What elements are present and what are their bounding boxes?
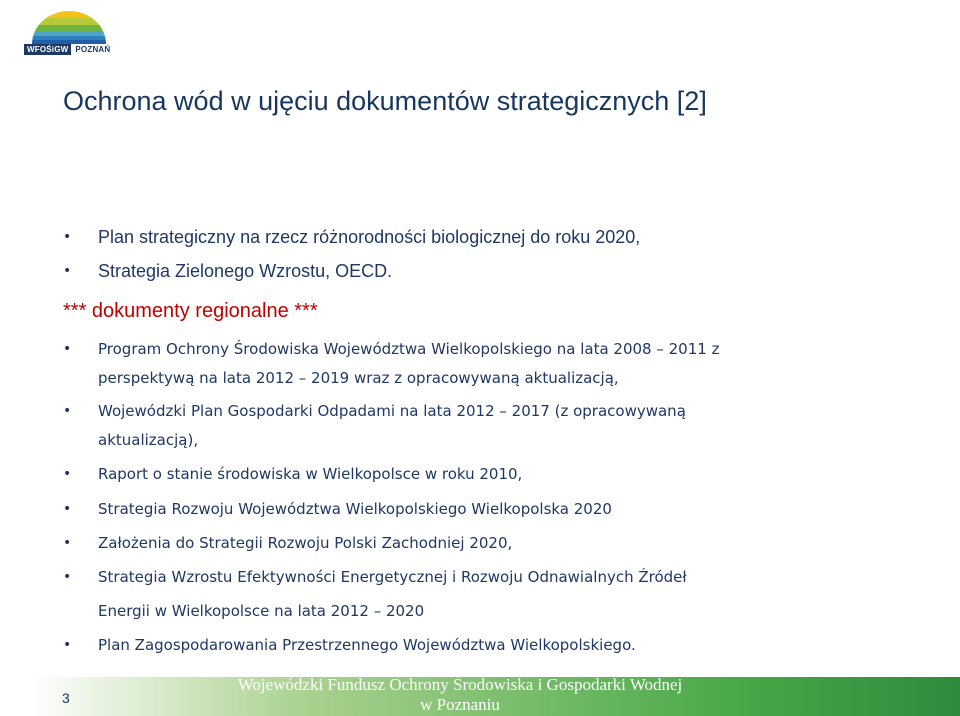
page-number: 3 [62,690,70,706]
bullet-icon: • [63,229,72,245]
list-item: Program Ochrony Środowiska Województwa Wielkopolskiego na lata 2008 – 2011 z [98,340,720,358]
list-item: Strategia Zielonego Wzrostu, OECD. [98,261,393,281]
bullet-icon: • [63,403,72,419]
list-item-continued: perspektywą na lata 2012 – 2019 wraz z opracowywaną aktualizacją, [98,369,619,387]
list-item: Raport o stanie środowiska w Wielkopolsce w roku 2010, [98,465,523,483]
list-item: Plan Zagospodarowania Przestrzennego Województwa Wielkopolskiego. [98,636,636,654]
footer-line-1: Wojewódzki Fundusz Ochrony Środowiska i Gospodarki Wodnej [237,675,683,694]
list-item: Plan strategiczny na rzecz różnorodności biologicznej do roku 2020, [98,227,641,247]
footer-bar [0,670,960,716]
list-item-continued: Energii w Wielkopolsce na lata 2012 – 2020 [98,602,425,620]
footer-text [110,675,810,715]
bullet-icon: • [63,341,72,357]
logo-left-text: WFOŚiGW [24,44,71,55]
bullet-icon: • [63,501,72,517]
bullet-icon: • [63,535,72,551]
footer-line-2: w Poznaniu [420,695,500,714]
logo-right-text: POZNAŃ [75,45,111,54]
list-item: Założenia do Strategii Rozwoju Polski Zachodniej 2020, [98,534,513,552]
logo-caption [24,44,114,55]
bullet-icon: • [63,637,72,653]
list-item-continued: aktualizacją), [98,431,199,449]
slide-title: Ochrona wód w ujęciu dokumentów strategicznych [2] [63,86,707,116]
list-item: Wojewódzki Plan Gospodarki Odpadami na lata 2012 – 2017 (z opracowywaną [98,402,686,420]
list-item: Strategia Wzrostu Efektywności Energetycznej i Rozwoju Odnawialnych Źródeł [98,568,687,586]
bullet-icon: • [63,466,72,482]
bullet-icon: • [63,263,72,279]
list-item: Strategia Rozwoju Województwa Wielkopolskiego Wielkopolska 2020 [98,500,612,518]
bullet-icon: • [63,569,72,585]
section-heading: *** dokumenty regionalne *** [63,300,318,322]
